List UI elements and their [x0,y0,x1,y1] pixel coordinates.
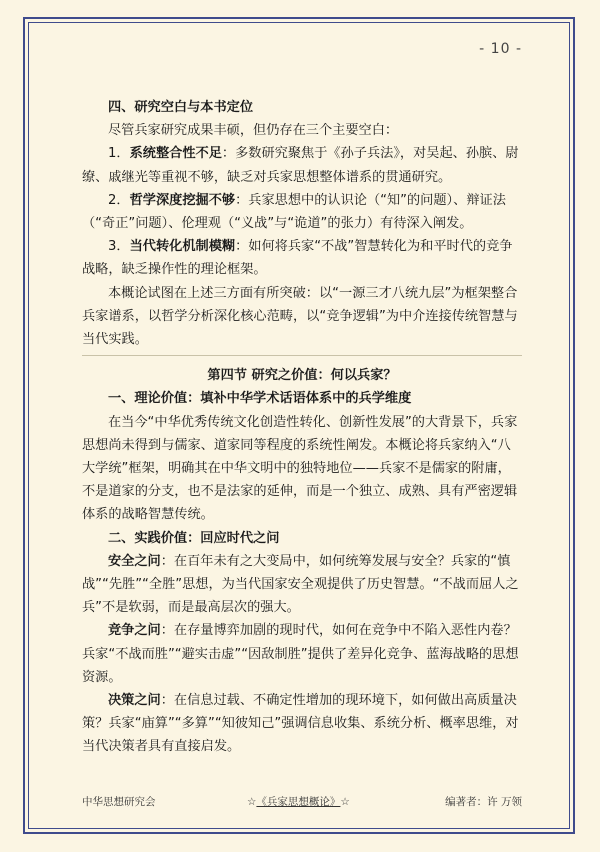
star-icon: ☆ [247,796,257,808]
page-number: - 10 - [479,41,522,57]
practice-item-competition [82,619,522,689]
section-divider [82,355,522,356]
theory-heading: 一、理论价值：填补中华学术话语体系中的兵学维度 [108,391,412,407]
gap-num: 1． [108,146,130,162]
gap-text: ：兵家思想中的认识论（“知”的问题）、辩证法（“奇正”问题）、伦理观（“义战”与“诡道”的张力）有待深入阐发。 [82,192,506,232]
gap-item-2 [82,189,522,235]
practice-title: 竞争之问 [108,623,161,639]
gap-title: 系统整合性不足 [129,146,222,162]
footer-title-text: 《兵家思想概论》 [256,796,341,808]
practice-heading: 二、实践价值：回应时代之问 [108,530,280,546]
gap-title: 当代转化机制模糊 [129,239,236,255]
footer-organization: 中华思想研究会 [82,796,156,808]
practice-title: 决策之问 [108,693,161,709]
practice-text: ：在存量博弈加剧的现时代，如何在竞争中不陷入恶性内卷？兵家“不战而胜”“避实击虚”“因敌制胜”提供了差异化竞争、蓝海战略的思想资源。 [82,623,519,685]
practice-text: ：在百年未有之大变局中，如何统筹发展与安全？兵家的“慎战”“先胜”“全胜”思想，为当代国家安全观提供了历史智慧。“不战而屈人之兵”不是软弱，而是最高层次的强大。 [82,553,519,616]
practice-item-security [82,550,522,620]
document-body [82,96,522,759]
theory-text: 在当今“中华优秀传统文化创造性转化、创新性发展”的大背景下，兵家思想尚未得到与儒家、道家同等程度的系统性阐发。本概论将兵家纳入“八大学统”框架，明确其在中华文明中的独特地位——兵家不是儒家的附庸，不是道家的分支，也不是法家的延伸，而是一个独立、成熟、具有严密逻辑体系的战略智慧传统。 [82,414,518,523]
section4-heading: 四、研究空白与本书定位 [108,100,254,115]
section4-conclusion: 本概论试图在上述三方面有所突破：以“一源三才八统九层”为框架整合兵家谱系，以哲学分析深化核心范畴，以“竞争逻辑”为中介连接传统智慧与当代实践。 [82,285,518,348]
practice-item-decision [82,689,522,759]
gap-title: 哲学深度挖掘不够 [129,192,236,208]
footer-book-title [247,794,350,809]
gap-item-3 [82,235,522,281]
footer-author: 编著者：许 万领 [445,796,522,808]
section4-intro: 尽管兵家研究成果丰硕，但仍存在三个主要空白： [108,123,399,139]
practice-title: 安全之问 [108,553,161,569]
section-title: 第四节 研究之价值：何以兵家？ [207,368,397,384]
gap-text: ：如何将兵家“不战”智慧转化为和平时代的竞争战略，缺乏操作性的理论框架。 [82,239,513,278]
gap-item-1 [82,142,522,188]
practice-text: ：在信息过载、不确定性增加的现环境下，如何做出高质量决策？兵家“庙算”“多算”“知彼知己”强调信息收集、系统分析、概率思维，对当代决策者具有直接启发。 [82,693,519,755]
gap-num: 3． [108,239,130,255]
star-icon: ☆ [340,796,350,808]
gap-text: ：多数研究聚焦于《孙子兵法》，对吴起、孙膑、尉缭、戚继光等重视不够，缺乏对兵家思想整体谱系的贯通研究。 [82,146,519,185]
gap-num: 2． [108,192,130,208]
